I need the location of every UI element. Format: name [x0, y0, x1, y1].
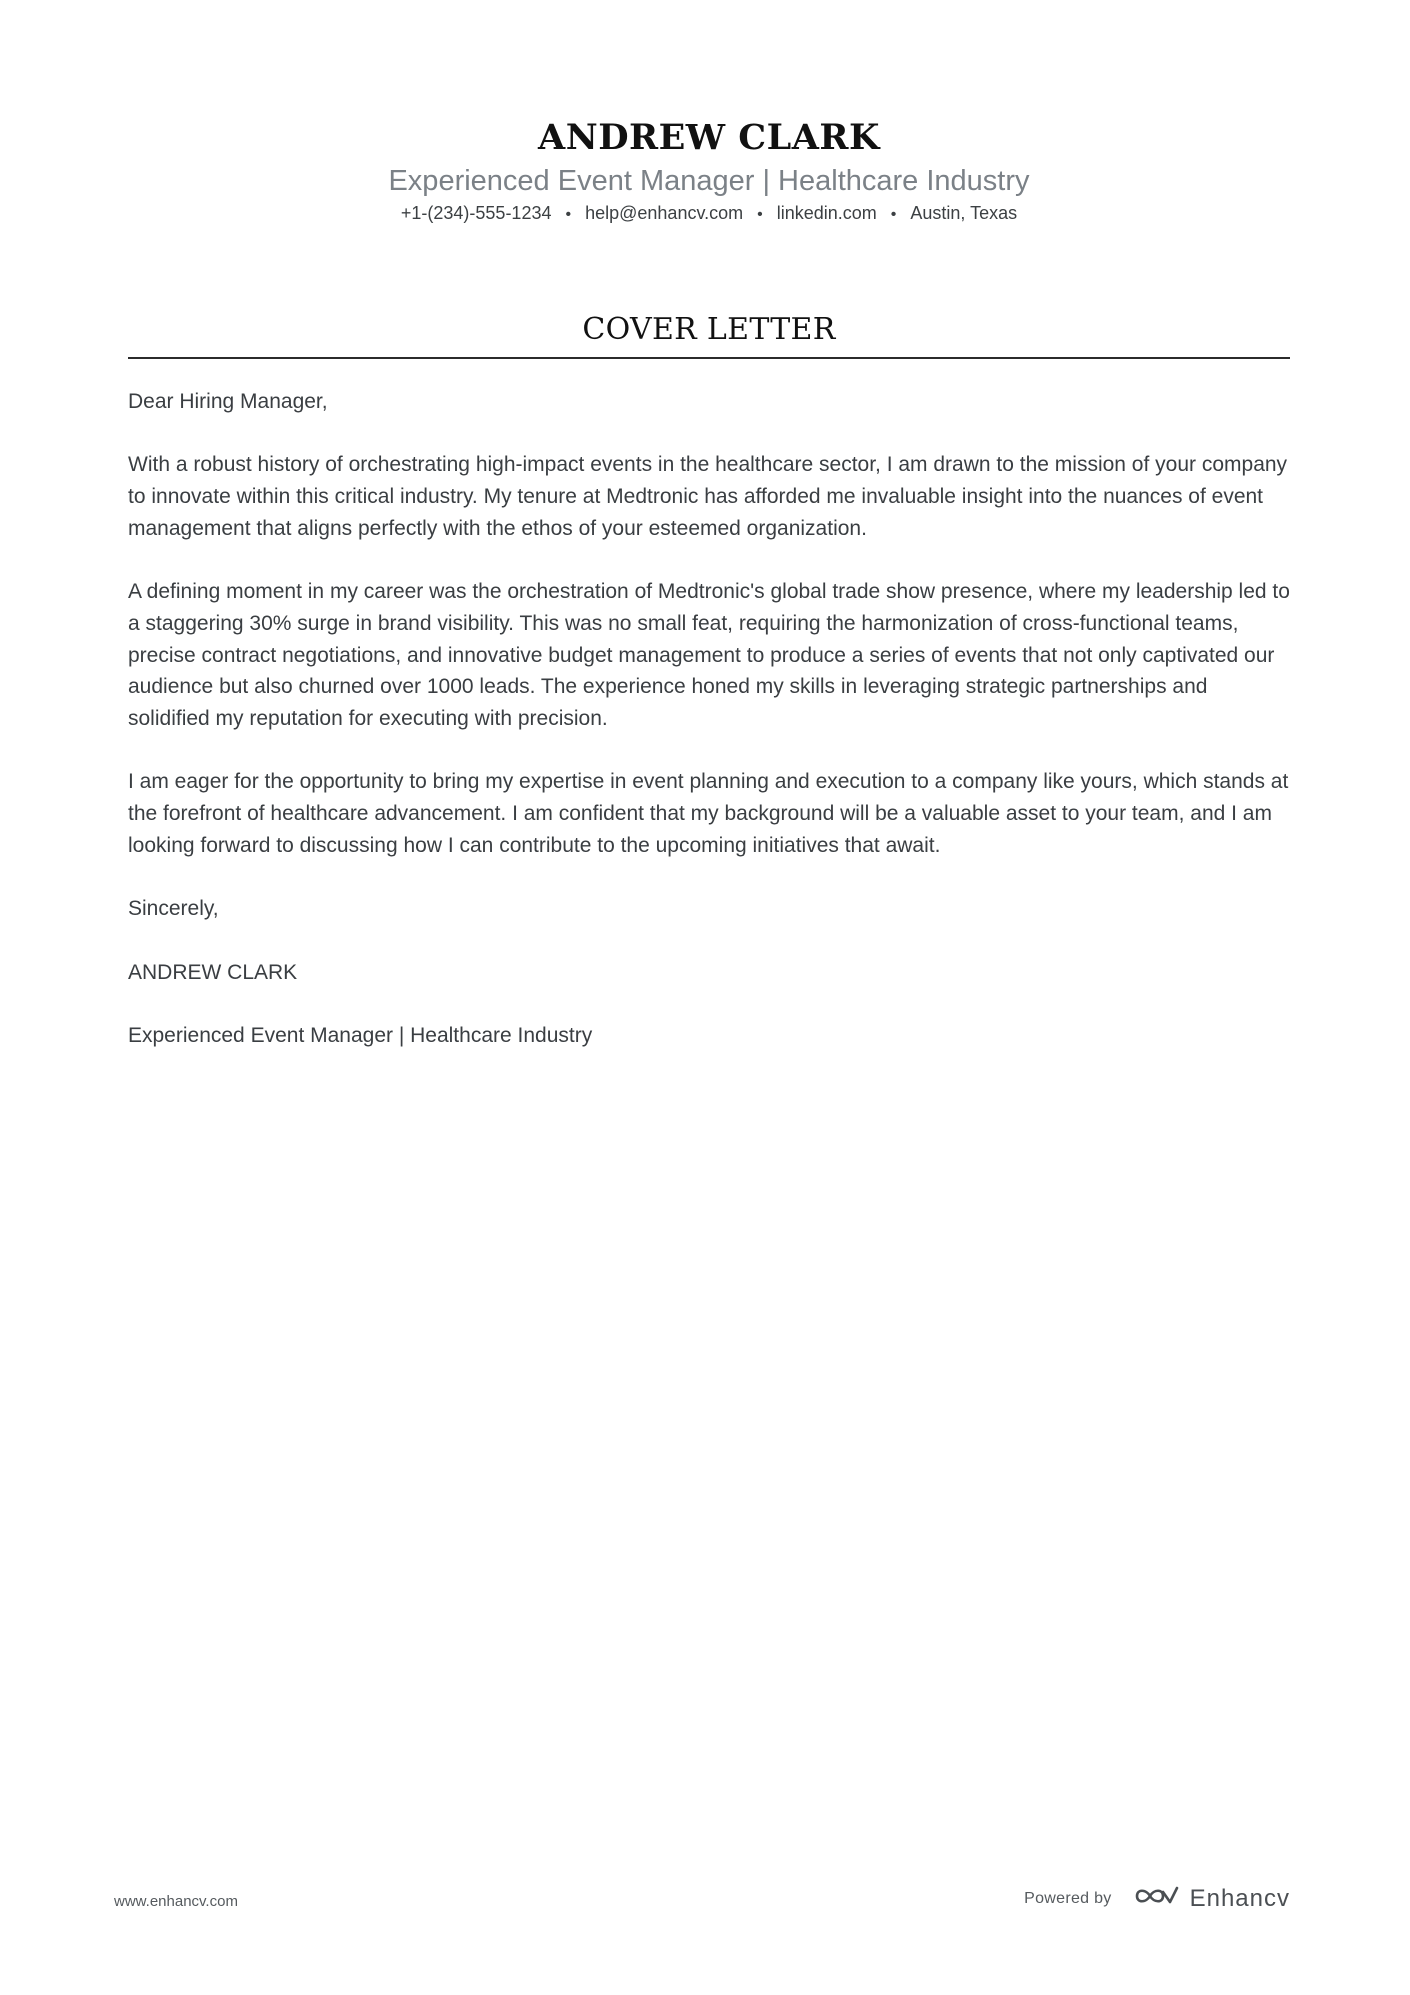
contact-location: Austin, Texas [910, 203, 1018, 223]
letter-greeting: Dear Hiring Manager, [128, 390, 328, 413]
signature-name: ANDREW CLARK [128, 960, 298, 984]
contact-separator: • [565, 206, 572, 223]
contact-phone: +1-(234)-555-1234 [400, 203, 552, 223]
contact-separator: • [757, 206, 763, 223]
brand-name: Enhancv [1189, 1884, 1290, 1912]
footer-branding [1024, 1884, 1290, 1913]
section-heading: COVER LETTER [582, 312, 836, 347]
letter-paragraph: With a robust history of orchestrating high-impact events in the healthcare sector, I am drawn to the mission of your company to innovate within this critical industry. My tenure at Medtronic has afforded me invaluable insight into the nuances of event management that aligns perfectly with the ethos of your esteemed organization. [128, 453, 1288, 540]
brand-logo[interactable] [1134, 1884, 1290, 1913]
signature-title: Experienced Event Manager | Healthcare Industry [128, 1023, 593, 1047]
contact-email[interactable]: help@enhancv.com [585, 203, 744, 223]
letter-paragraph: A defining moment in my career was the orchestration of Medtronic's global trade show presence, where my leadership led to a staggering 30% surge in brand visibility. This was no small feat, requiring the harmonization of cross-functional teams, precise contract negotiations, and innovative budget management to produce a series of events that not only captivated our audience but also churned over 1000 leads. The experience honed my skills in leveraging strategic partnerships and solidified my reputation for executing with precision. [128, 580, 1290, 730]
footer-website[interactable]: www.enhancv.com [114, 1893, 238, 1910]
contact-separator: • [890, 206, 897, 223]
contact-linkedin[interactable]: linkedin.com [776, 203, 877, 223]
letter-body [128, 386, 1290, 1083]
enhancv-logo-icon [1134, 1884, 1180, 1913]
section-divider [128, 357, 1290, 359]
applicant-name: ANDREW CLARK [538, 117, 880, 158]
powered-by-label: Powered by [1024, 1889, 1112, 1907]
letter-paragraph: I am eager for the opportunity to bring my expertise in event planning and execution to a company like yours, which stands at the forefront of healthcare advancement. I am confident that my background will be a valuable asset to your team, and I am looking forward to discussing how I can contribute to the upcoming initiatives that await. [128, 770, 1289, 857]
letter-header [128, 116, 1290, 228]
letter-closing: Sincerely, [128, 897, 219, 921]
applicant-title: Experienced Event Manager | Healthcare Industry [388, 165, 1030, 197]
contact-info [128, 200, 1290, 228]
